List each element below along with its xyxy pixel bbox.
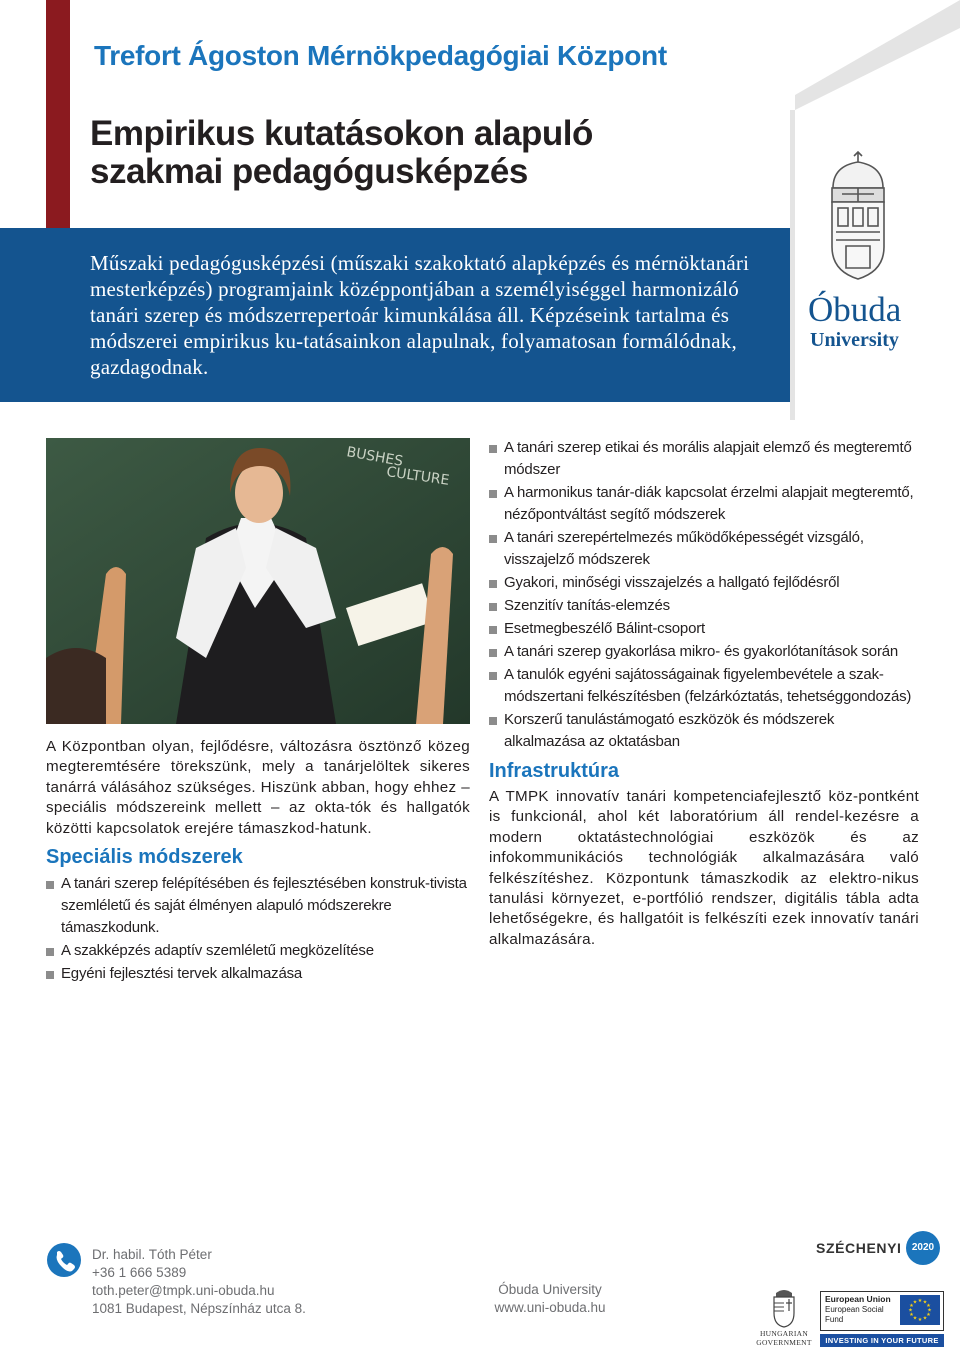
svg-text:★: ★ [926,1312,931,1318]
classroom-photo [46,438,470,724]
list-item: A tanulók egyéni sajátosságainak figyelembevétele a szak-módszertani felkészítésben (felzárkóztatás, tehetséggondozás) [489,664,919,708]
svg-text:★: ★ [908,1307,913,1314]
logo-backdrop [790,0,960,420]
contact-name: Dr. habil. Tóth Péter [92,1247,212,1262]
right-column [489,437,919,950]
svg-text:★: ★ [917,1317,923,1323]
logo-wordmark-university: University [810,329,899,351]
list-item: Egyéni fejlesztési tervek alkalmazása [46,963,470,985]
svg-text:★: ★ [926,1303,931,1309]
eu-logo-text [825,1294,891,1325]
svg-text:★: ★ [922,1315,928,1322]
eu-line1: European Union [825,1294,891,1304]
logo-wordmark-obuda: Óbuda [808,290,902,329]
list-item: A tanári szerep etikai és morális alapjait elemző és megteremtő módszer [489,437,919,481]
page-title: Empirikus kutatásokon alapuló szakmai pedagógusképzés [90,114,593,191]
contact-address: 1081 Budapest, Népszínház utca 8. [92,1301,306,1316]
contact-info [92,1246,306,1318]
svg-text:★: ★ [909,1303,914,1309]
list-item: Gyakori, minőségi visszajelzés a hallgató fejlődésről [489,572,919,594]
eu-banner: INVESTING IN YOUR FUTURE [820,1334,944,1347]
methods-list [489,437,919,753]
contact-email[interactable]: toth.peter@tmpk.uni-obuda.hu [92,1283,275,1298]
svg-text:★: ★ [912,1315,918,1322]
coat-of-arms-icon [832,152,884,279]
svg-text:★: ★ [909,1312,914,1318]
svg-text:★: ★ [917,1298,923,1304]
svg-text:★: ★ [912,1299,918,1306]
contact-phone[interactable]: +36 1 666 5389 [92,1265,187,1280]
list-item: A szakképzés adaptív szemléletű megközelítése [46,940,470,962]
list-item: A tanári szerep felépítésében és fejlesztésében konstruk-tivista szemléletű és saját élményen alapuló módszerekre támaszkodunk. [46,873,470,939]
eu-line3: Fund [825,1315,844,1324]
svg-text:★: ★ [922,1299,928,1306]
hungarian-government-text: HUNGARIAN GOVERNMENT [756,1329,812,1347]
eu-line2: European Social [825,1305,884,1314]
board-text-1: BUSHES [345,444,405,470]
organization-name: Trefort Ágoston Mérnökpedagógiai Központ [94,40,667,71]
eu-flag-icon [900,1295,940,1325]
infrastructure-description: A TMPK innovatív tanári kompetenciafejlesztő köz-pontként is funkcionál, ahol két laboratórium áll rendel-kezésre a modern oktatástechnológiai eszközök és az infokommunikációs technológiák alkalmazására való felkészítéshez. Központunk támaszkodik az elektro-nikus tanulási környezet, e-portfólió rendszer, digitális tábla adta lehetőségekre, és hallgatóit is felkészíti ezek innovatív tanári alkalmazására. [489,788,919,948]
center-description: A Központban olyan, fejlődésre, változásra ösztönző közeg megteremtésére törekszünk, mely a tanárjelöltek sikeres tanárrá válásához szükséges. Hiszünk abban, hogy ehhez – speciális módszereink mellett – az okta-tók és hallgatók közötti kapcsolatok erejére támaszkod-hatunk. [46,738,470,837]
intro-text: Műszaki pedagógusképzési (műszaki szakoktató alapképzés és mérnöktanári mesterképzés) programjaink középpontjában a személyiséggel harmonizáló tanári szerep és módszerrepertoár kimunkálása áll. Képzéseink tartalma és módszerei empirikus ku-tatásainkon alapulnak, folyamatosan formálódnak, gazdagodnak. [90,251,750,379]
list-item: A tanári szerepértelmezés működőképességét vizsgáló, visszajelző módszerek [489,527,919,571]
szechenyi-2020-badge: 2020 [906,1231,940,1265]
university-info [470,1281,630,1317]
list-item: Korszerű tanulástámogató eszközök és módszerek alkalmazása az oktatásban [489,709,919,753]
phone-icon [46,1242,82,1278]
special-methods-heading: Speciális módszerek [46,846,243,869]
university-website[interactable]: www.uni-obuda.hu [494,1300,606,1315]
board-text-2: CULTURE [385,464,451,489]
svg-text:★: ★ [927,1307,932,1314]
szechenyi-logo-text: SZÉCHENYI [816,1240,902,1256]
list-item: A harmonikus tanár-diák kapcsolat érzelmi alapjait megteremtő, nézőpontváltást segítő módszerek [489,482,919,526]
list-item: Szenzitív tanítás-elemzés [489,595,919,617]
special-methods-list [46,873,470,985]
university-name: Óbuda University [498,1282,602,1297]
list-item: Esetmegbeszélő Bálint-csoport [489,618,919,640]
university-logo-panel [790,0,960,420]
list-item: A tanári szerep gyakorlása mikro- és gyakorlótanítások során [489,641,919,663]
infrastructure-heading: Infrastruktúra [489,760,620,782]
left-column [46,737,470,986]
